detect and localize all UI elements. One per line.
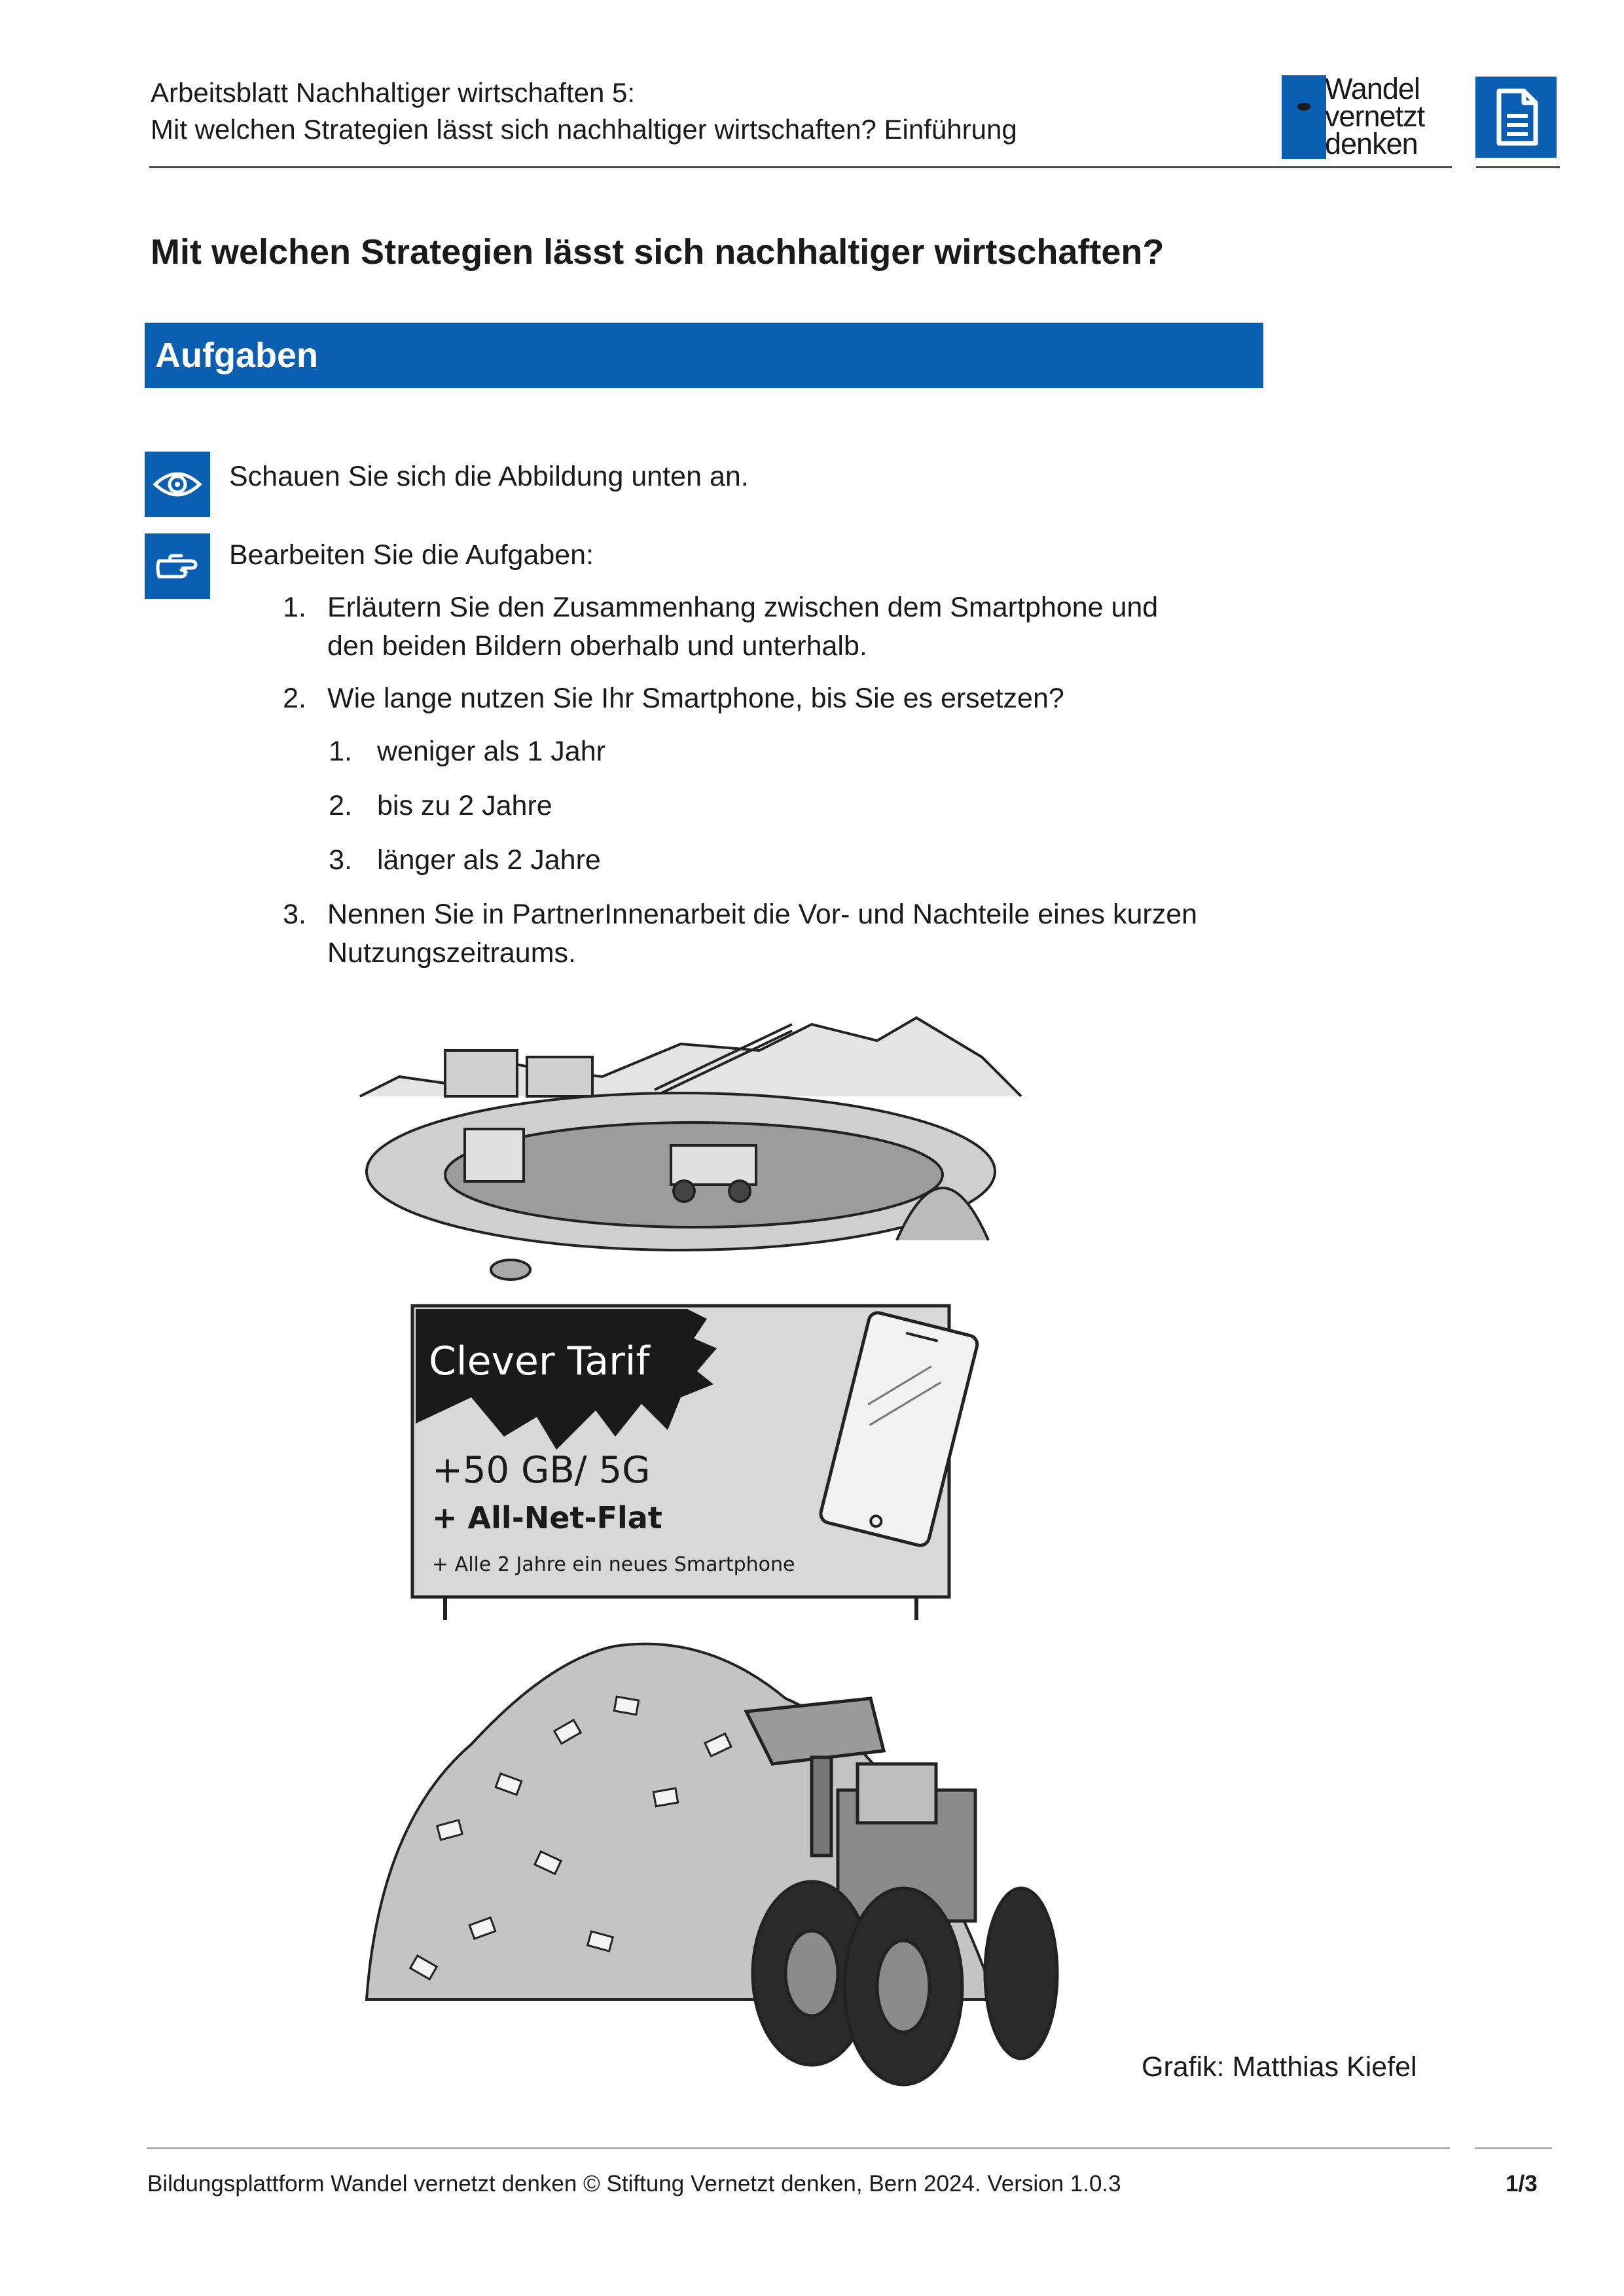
eye-icon [145, 452, 210, 517]
question-number: 1. [283, 592, 306, 623]
option-text: weniger als 1 Jahr [377, 736, 605, 767]
section-banner [145, 323, 1263, 388]
billboard-line: + All-Net-Flat [432, 1500, 662, 1535]
image-credit: Grafik: Matthias Kiefel [1142, 2051, 1417, 2083]
question-text: Erläutern Sie den Zusammenhang zwischen dem Smartphone und [327, 592, 1159, 623]
option-text: länger als 2 Jahre [377, 844, 601, 876]
header-divider-short [1476, 166, 1560, 168]
page-number: 1/3 [1506, 2171, 1538, 2197]
pointing-hand-icon [145, 533, 210, 599]
logo-word: vernetzt [1325, 99, 1425, 133]
task-instruction: Bearbeiten Sie die Aufgaben: [229, 539, 594, 571]
document-icon [1475, 77, 1557, 158]
option-number: 1. [329, 736, 352, 767]
billboard-line: +50 GB/ 5G [432, 1449, 651, 1492]
footer-divider-short [1475, 2147, 1552, 2149]
option-number: 2. [329, 790, 352, 821]
task-instruction: Schauen Sie sich die Abbildung unten an. [229, 461, 749, 492]
question-text: Nutzungszeitraums. [327, 937, 576, 969]
logo-word: denken [1325, 127, 1418, 160]
worksheet-subtitle: Mit welchen Strategien lässt sich nachhaltiger wirtschaften? Einführung [151, 114, 1017, 145]
option-number: 3. [329, 844, 352, 876]
question-text: den beiden Bildern oberhalb und unterhalb. [327, 630, 867, 662]
footer-copyright: Bildungsplattform Wandel vernetzt denken © Stiftung Vernetzt denken, Bern 2024. Version 1.0.3 [147, 2171, 1121, 2197]
page-title: Mit welchen Strategien lässt sich nachhaltiger wirtschaften? [151, 232, 1164, 272]
logo-head-shape [1282, 75, 1326, 159]
wheel-loader [746, 1698, 1057, 2085]
logo-wordmark [1325, 72, 1425, 160]
question-text: Wie lange nutzen Sie Ihr Smartphone, bis Sie es ersetzen? [327, 683, 1064, 714]
question-text: Nennen Sie in PartnerInnenarbeit die Vor- und Nachteile eines kurzen [327, 899, 1198, 930]
section-heading: Aufgaben [155, 336, 318, 375]
cartoon-illustration [340, 1005, 1093, 2091]
mine-scene [360, 1018, 1021, 1280]
question-number: 3. [283, 899, 306, 930]
worksheet-series-title: Arbeitsblatt Nachhaltiger wirtschaften 5: [151, 77, 636, 108]
billboard-headline: Clever Tarif [429, 1338, 650, 1384]
wandel-vernetzt-denken-logo [1282, 72, 1465, 160]
header-divider [149, 166, 1452, 168]
billboard-line: + Alle 2 Jahre ein neues Smartphone [432, 1553, 795, 1576]
question-number: 2. [283, 683, 306, 714]
logo-word: Wandel [1325, 72, 1420, 105]
footer-divider [147, 2147, 1450, 2149]
option-text: bis zu 2 Jahre [377, 790, 552, 821]
